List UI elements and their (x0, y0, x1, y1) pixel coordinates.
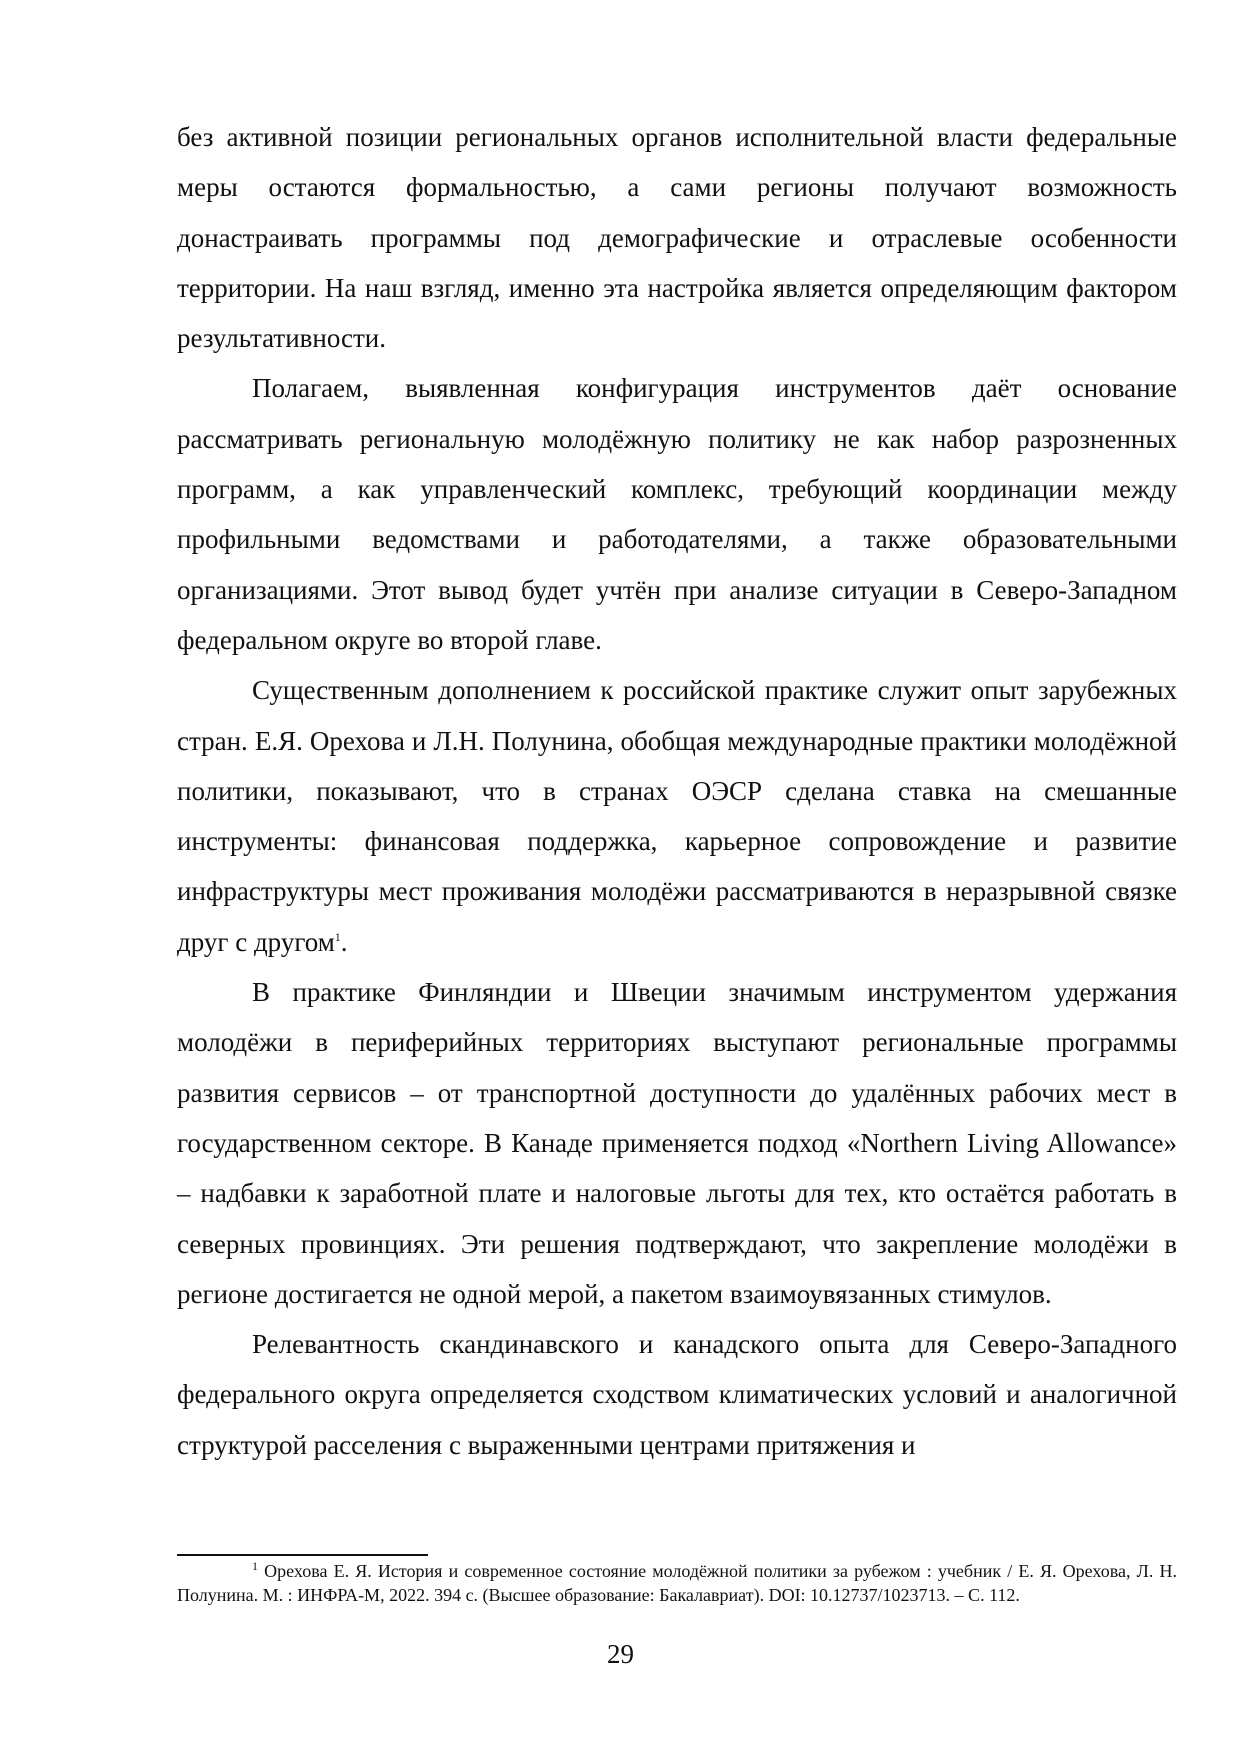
page-body (177, 112, 1177, 1470)
footnote-separator (177, 1554, 428, 1556)
paragraph-3-text: Существенным дополнением к российской практике служит опыт зарубежных стран. Е.Я. Орехова и Л.Н. Полунина, обобщая международные практики молодёжной политики, показывают, что в странах ОЭСР сделана ставка на смешанные инструменты: финансовая поддержка, карьерное сопровождение и развитие инфраструктуры мест проживания молодёжи рассматриваются в неразрывной связке друг с другом (177, 675, 1177, 957)
footnote (177, 1560, 1177, 1607)
footnote-reference[interactable]: 1 (334, 929, 341, 944)
paragraph-3 (177, 665, 1177, 967)
page-number: 29 (607, 1639, 634, 1669)
paragraph-5: Релевантность скандинавского и канадского опыта для Северо-Западного федерального округа определяется сходством климатических условий и аналогичной структурой расселения с выраженными центрами притяжения и (177, 1329, 1177, 1460)
footnote-text: Орехова Е. Я. История и современное состояние молодёжной политики за рубежом : учебник / Е. Я. Орехова, Л. Н. Полунина. М. : ИНФРА-М, 2022. 394 с. (Высшее образование: Бакалавриат). DOI: 10.12737/1023713. – С. 112. (177, 1561, 1177, 1605)
paragraph-2: Полагаем, выявленная конфигурация инструментов даёт основание рассматривать региональную молодёжную политику не как набор разрозненных программ, а как управленческий комплекс, требующий координации между профильными ведомствами и работодателями, а также образовательными организациями. Этот вывод будет учтён при анализе ситуации в Северо-Западном федеральном округе во второй главе. (177, 373, 1177, 655)
paragraph-1: без активной позиции региональных органов исполнительной власти федеральные меры остаются формальностью, а сами регионы получают возможность донастраивать программы под демографические и отраслевые особенности территории. На наш взгляд, именно эта настройка является определяющим фактором результативности. (177, 122, 1177, 354)
paragraph-3-end: . (340, 926, 348, 957)
footnote-mark: 1 (252, 1559, 258, 1573)
paragraph-4: В практике Финляндии и Швеции значимым инструментом удержания молодёжи в периферийных территориях выступают региональные программы развития сервисов – от транспортной доступности до удалённых рабочих мест в государственном секторе. В Канаде применяется подход «Northern Living Allowance» – надбавки к заработной плате и налоговые льготы для тех, кто остаётся работать в северных провинциях. Эти решения подтверждают, что закрепление молодёжи в регионе достигается не одной мерой, а пакетом взаимоувязанных стимулов. (177, 977, 1177, 1309)
